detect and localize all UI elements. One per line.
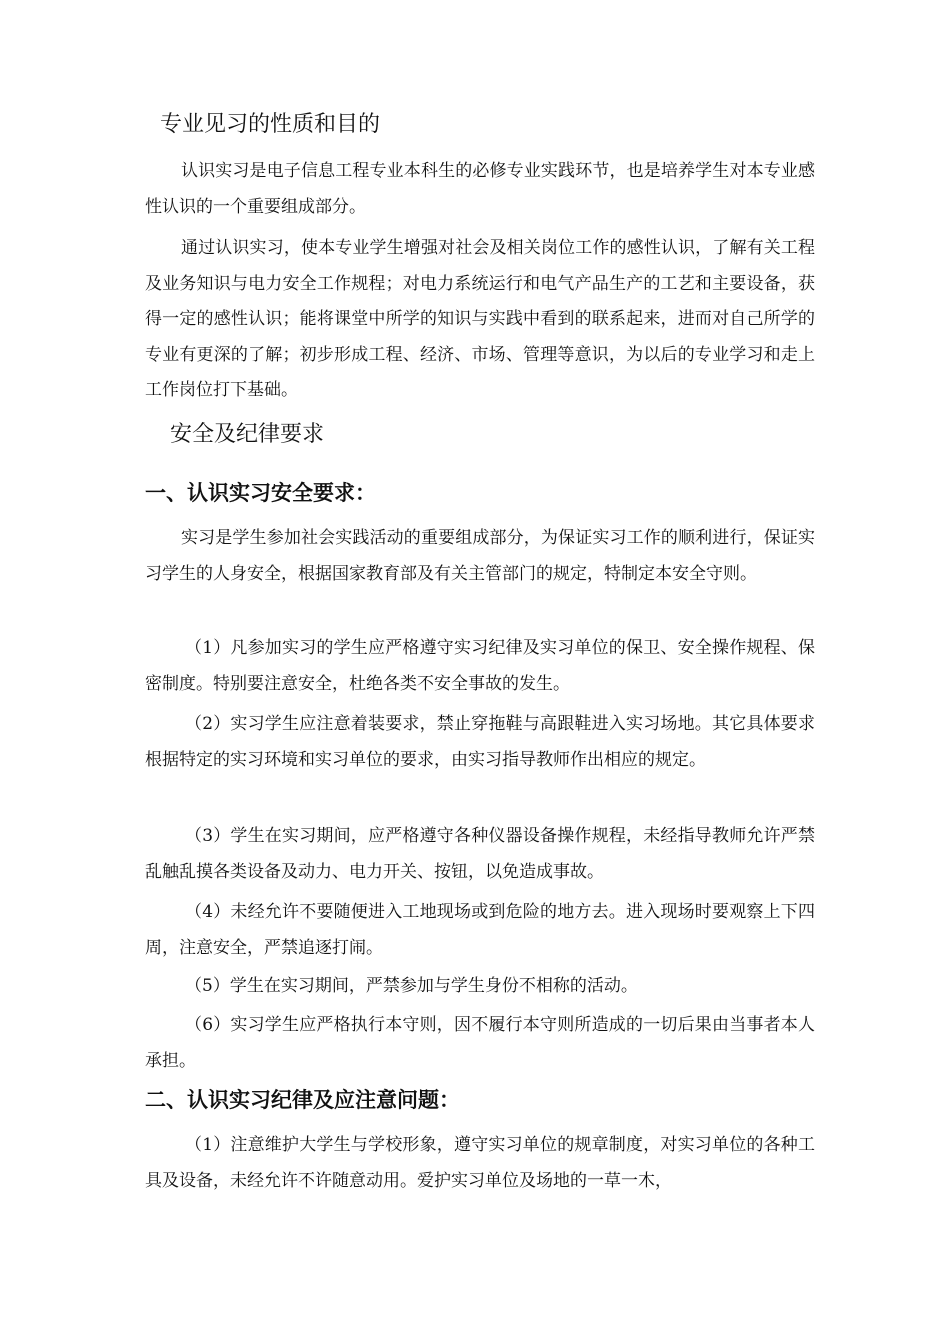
subsection-title-safety: 一、认识实习安全要求：	[145, 481, 376, 505]
section-title-nature: 专业见习的性质和目的	[160, 112, 381, 137]
safety-item-5: （5）学生在实习期间，严禁参加与学生身份不相称的活动。	[185, 976, 638, 996]
safety-item-2: （2）实习学生应注意着装要求，禁止穿拖鞋与高跟鞋进入实习场地。其它具体要求根据特定的实习环境和实习单位的要求，由实习指导教师作出相应的规定。	[145, 714, 815, 770]
section-title-safety: 安全及纪律要求	[170, 422, 325, 447]
paragraph-nature-2: 通过认识实习，使本专业学生增强对社会及相关岗位工作的感性认识，了解有关工程及业务知识与电力安全工作规程；对电力系统运行和电气产品生产的工艺和主要设备，获得一定的感性认识；能将课堂中所学的知识与实践中看到的联系起来，进而对自己所学的专业有更深的了解；初步形成工程、经济、市场、管理等意识，为以后的专业学习和走上工作岗位打下基础。	[145, 238, 815, 400]
paragraph-nature-1: 认识实习是电子信息工程专业本科生的必修专业实践环节，也是培养学生对本专业感性认识的一个重要组成部分。	[145, 161, 815, 217]
discipline-item-1: （1）注意维护大学生与学校形象，遵守实习单位的规章制度，对实习单位的各种工具及设备，未经允许不许随意动用。爱护实习单位及场地的一草一木，	[145, 1135, 815, 1191]
safety-item-6: （6）实习学生应严格执行本守则，因不履行本守则所造成的一切后果由当事者本人承担。	[145, 1015, 815, 1071]
safety-item-3: （3）学生在实习期间，应严格遵守各种仪器设备操作规程，未经指导教师允许严禁乱触乱摸各类设备及动力、电力开关、按钮，以免造成事故。	[145, 826, 815, 882]
safety-item-1: （1）凡参加实习的学生应严格遵守实习纪律及实习单位的保卫、安全操作规程、保密制度。特别要注意安全，杜绝各类不安全事故的发生。	[145, 638, 815, 694]
safety-item-4: （4）未经允许不要随便进入工地现场或到危险的地方去。进入现场时要观察上下四周，注意安全，严禁追逐打闹。	[145, 902, 815, 958]
paragraph-safety-intro: 实习是学生参加社会实践活动的重要组成部分，为保证实习工作的顺利进行，保证实习学生的人身安全，根据国家教育部及有关主管部门的规定，特制定本安全守则。	[145, 528, 815, 584]
subsection-title-discipline: 二、认识实习纪律及应注意问题：	[145, 1088, 460, 1112]
